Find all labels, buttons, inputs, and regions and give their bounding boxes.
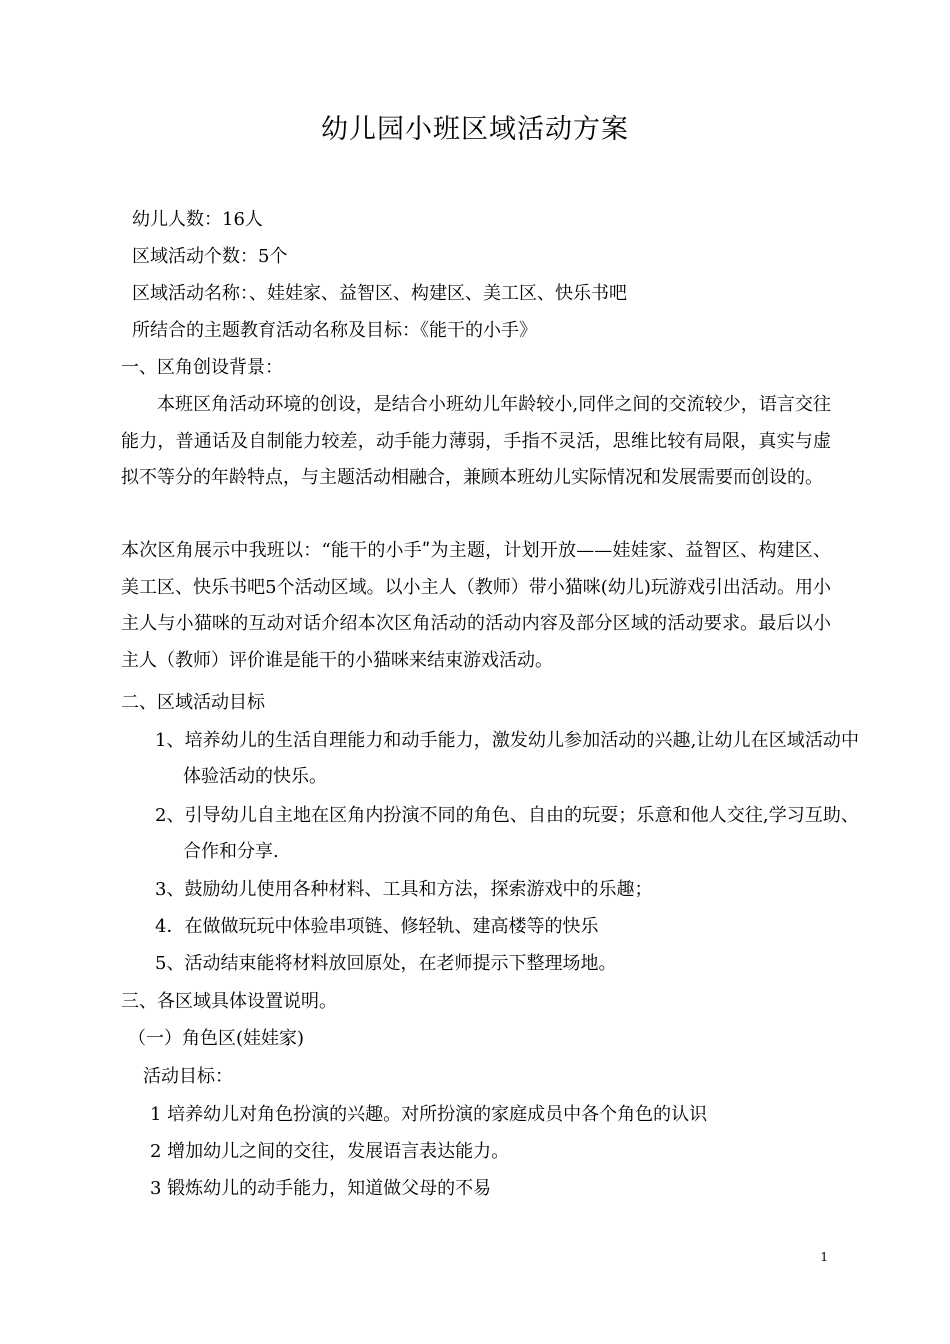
section3-sub1-goal-1: 1 培养幼儿对角色扮演的兴趣。对所扮演的家庭成员中各个角色的认识: [150, 1104, 708, 1125]
section1-paragraph1: 本班区角活动环境的创设，是结合小班幼儿年龄较小,同伴之间的交流较少，语言交往能力，普通话及自制能力较差，动手能力薄弱，手指不灵活，思维比较有局限，真实与虚拟不等分的年龄特点，与主题活动相融合，兼顾本班幼儿实际情况和发展需要而创设的。: [121, 394, 831, 488]
children-count-line: 幼儿人数：16人: [132, 209, 263, 230]
section1-paragraph2: 本次区角展示中我班以：“能干的小手ʺ为主题，计划开放——娃娃家、益智区、构建区、美工区、快乐书吧5个活动区域。以小主人（教师）带小猫咪(幼儿)玩游戏引出活动。用小主人与小猫咪的互动对话介绍本次区角活动的活动内容及部分区域的活动要求。最后以小主人（教师）评价谁是能干的小猫咪来结束游戏活动。: [121, 540, 831, 671]
section3-sub1-goal-label: 活动目标：: [143, 1066, 233, 1087]
document-title: 幼儿园小班区域活动方案: [321, 114, 629, 145]
theme-line: 所结合的主题教育活动名称及目标：《能干的小手》: [132, 320, 537, 341]
section3-sub1-goal-2: 2 增加幼儿之间的交往，发展语言表达能力。: [150, 1141, 510, 1162]
section1-heading: 一、区角创设背景：: [121, 357, 283, 378]
area-count-line: 区域活动个数：5个: [132, 246, 288, 267]
section2-goal-5: 5、活动结束能将材料放回原处，在老师提示下整理场地。: [155, 953, 617, 974]
area-names-line: 区域活动名称：、娃娃家、益智区、构建区、美工区、快乐书吧: [132, 283, 627, 304]
section3-sub1-goal-3: 3 锻炼幼儿的动手能力，知道做父母的不易: [150, 1178, 492, 1199]
section3-sub1-heading: （一）角色区(娃娃家): [128, 1028, 305, 1049]
page-number: 1: [820, 1250, 828, 1264]
section2-goal-1: 1、培养幼儿的生活自理能力和动手能力，激发幼儿参加活动的兴趣,让幼儿在区域活动中体验活动的快乐。: [155, 730, 859, 787]
section2-goal-3: 3、鼓励幼儿使用各种材料、工具和方法，探索游戏中的乐趣；: [155, 879, 653, 900]
section2-goal-4: 4．在做做玩玩中体验串项链、修轻轨、建高楼等的快乐: [155, 916, 599, 937]
section2-heading: 二、区域活动目标: [121, 692, 265, 713]
section2-goal-2: 2、引导幼儿自主地在区角内扮演不同的角色、自由的玩耍；乐意和他人交往,学习互助、合作和分享.: [155, 805, 859, 862]
section3-heading: 三、各区域具体设置说明。: [121, 991, 337, 1012]
